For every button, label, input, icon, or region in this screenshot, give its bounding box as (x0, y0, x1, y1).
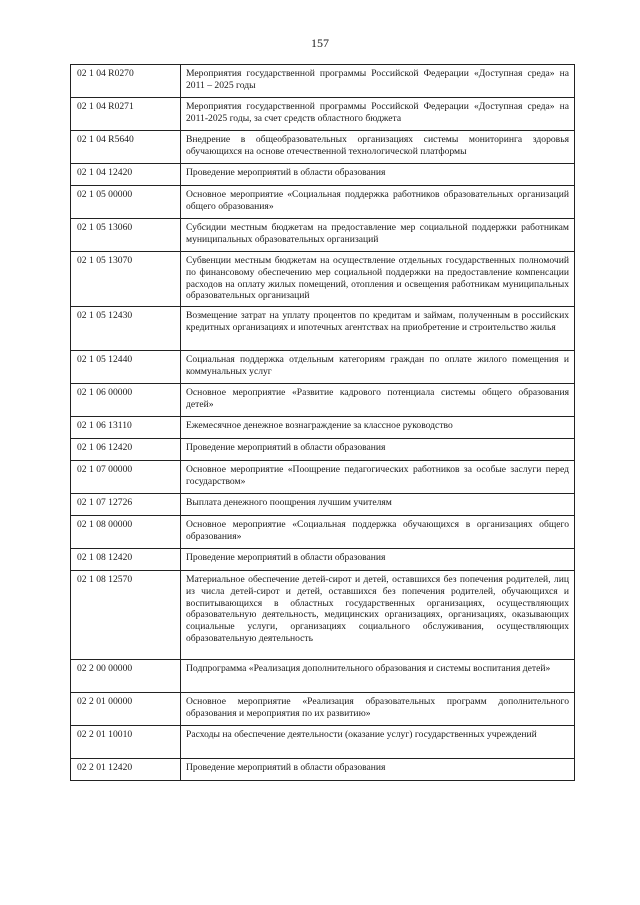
table-row (71, 65, 575, 98)
row-description: Проведение мероприятий в области образования (181, 549, 575, 571)
row-description: Основное мероприятие «Социальная поддержка обучающихся в организациях общего образования» (181, 516, 575, 549)
row-code: 02 1 04 R5640 (71, 131, 181, 164)
row-code: 02 1 06 13110 (71, 417, 181, 439)
row-code: 02 1 04 R0270 (71, 65, 181, 98)
table-row (71, 164, 575, 186)
row-description: Ежемесячное денежное вознаграждение за классное руководство (181, 417, 575, 439)
table-row (71, 660, 575, 693)
row-code: 02 1 06 12420 (71, 439, 181, 461)
row-description: Основное мероприятие «Социальная поддержка работников образовательных организаций общего образования» (181, 186, 575, 219)
table-row (71, 252, 575, 307)
table-row (71, 98, 575, 131)
table-row (71, 307, 575, 351)
row-code: 02 2 01 10010 (71, 726, 181, 759)
row-code: 02 1 05 13060 (71, 219, 181, 252)
table-row (71, 439, 575, 461)
row-description: Основное мероприятие «Реализация образовательных программ дополнительного образования и мероприятия по их развитию» (181, 693, 575, 726)
row-description: Проведение мероприятий в области образования (181, 164, 575, 186)
table-row (71, 417, 575, 439)
row-code: 02 1 08 00000 (71, 516, 181, 549)
row-description: Проведение мероприятий в области образования (181, 439, 575, 461)
row-description: Внедрение в общеобразовательных организациях системы мониторинга здоровья обучающихся на основе отечественной технологической платформы (181, 131, 575, 164)
table-row (71, 726, 575, 759)
row-code: 02 1 05 12430 (71, 307, 181, 351)
row-code: 02 1 05 00000 (71, 186, 181, 219)
table-row (71, 693, 575, 726)
row-description: Мероприятия государственной программы Российской Федерации «Доступная среда» на 2011-2025 годы, за счет средств областного бюджета (181, 98, 575, 131)
table-row (71, 516, 575, 549)
table-body (71, 65, 575, 781)
row-code: 02 2 01 00000 (71, 693, 181, 726)
row-description: Выплата денежного поощрения лучшим учителям (181, 494, 575, 516)
row-code: 02 1 06 00000 (71, 384, 181, 417)
row-code: 02 1 04 12420 (71, 164, 181, 186)
table-row (71, 571, 575, 660)
page-number: 157 (311, 36, 329, 50)
row-description: Проведение мероприятий в области образования (181, 759, 575, 781)
row-description: Социальная поддержка отдельным категориям граждан по оплате жилого помещения и коммунальных услуг (181, 351, 575, 384)
table-row (71, 131, 575, 164)
row-code: 02 1 04 R0271 (71, 98, 181, 131)
row-code: 02 1 08 12570 (71, 571, 181, 660)
row-description: Подпрограмма «Реализация дополнительного образования и системы воспитания детей» (181, 660, 575, 693)
row-code: 02 1 05 13070 (71, 252, 181, 307)
row-description: Основное мероприятие «Поощрение педагогических работников за особые заслуги перед государством» (181, 461, 575, 494)
row-code: 02 1 08 12420 (71, 549, 181, 571)
row-code: 02 2 00 00000 (71, 660, 181, 693)
row-description: Субвенции местным бюджетам на осуществление отдельных государственных полномочий по финансовому обеспечению мер социальной поддержки на предоставление компенсации расходов на оплату жилых помещений, отопления и освещения работникам муниципальных образовательных организаций (181, 252, 575, 307)
row-description: Основное мероприятие «Развитие кадрового потенциала системы общего образования детей» (181, 384, 575, 417)
classification-table (70, 64, 575, 781)
table-row (71, 351, 575, 384)
row-description: Субсидии местным бюджетам на предоставление мер социальной поддержки работникам муниципальных образовательных организаций (181, 219, 575, 252)
table-row (71, 759, 575, 781)
table-row (71, 186, 575, 219)
table-row (71, 384, 575, 417)
row-description: Возмещение затрат на уплату процентов по кредитам и займам, полученным в российских кредитных организациях и ипотечных агентствах на приобретение и строительство жилья (181, 307, 575, 351)
table-row (71, 494, 575, 516)
row-description: Расходы на обеспечение деятельности (оказание услуг) государственных учреждений (181, 726, 575, 759)
row-description: Мероприятия государственной программы Российской Федерации «Доступная среда» на 2011 – 2025 годы (181, 65, 575, 98)
table-row (71, 219, 575, 252)
row-description: Материальное обеспечение детей-сирот и детей, оставшихся без попечения родителей, лиц из числа детей-сирот и детей, оставшихся без попечения родителей, обучающихся и воспитывающихся в областных государственных организациях, осуществляющих образовательную деятельность, медицинских организациях, организациях, оказывающих социальные услуги, организациях социального обслуживания, осуществляющих образовательную деятельность (181, 571, 575, 660)
row-code: 02 1 05 12440 (71, 351, 181, 384)
row-code: 02 1 07 00000 (71, 461, 181, 494)
table-row (71, 461, 575, 494)
table-row (71, 549, 575, 571)
row-code: 02 2 01 12420 (71, 759, 181, 781)
row-code: 02 1 07 12726 (71, 494, 181, 516)
